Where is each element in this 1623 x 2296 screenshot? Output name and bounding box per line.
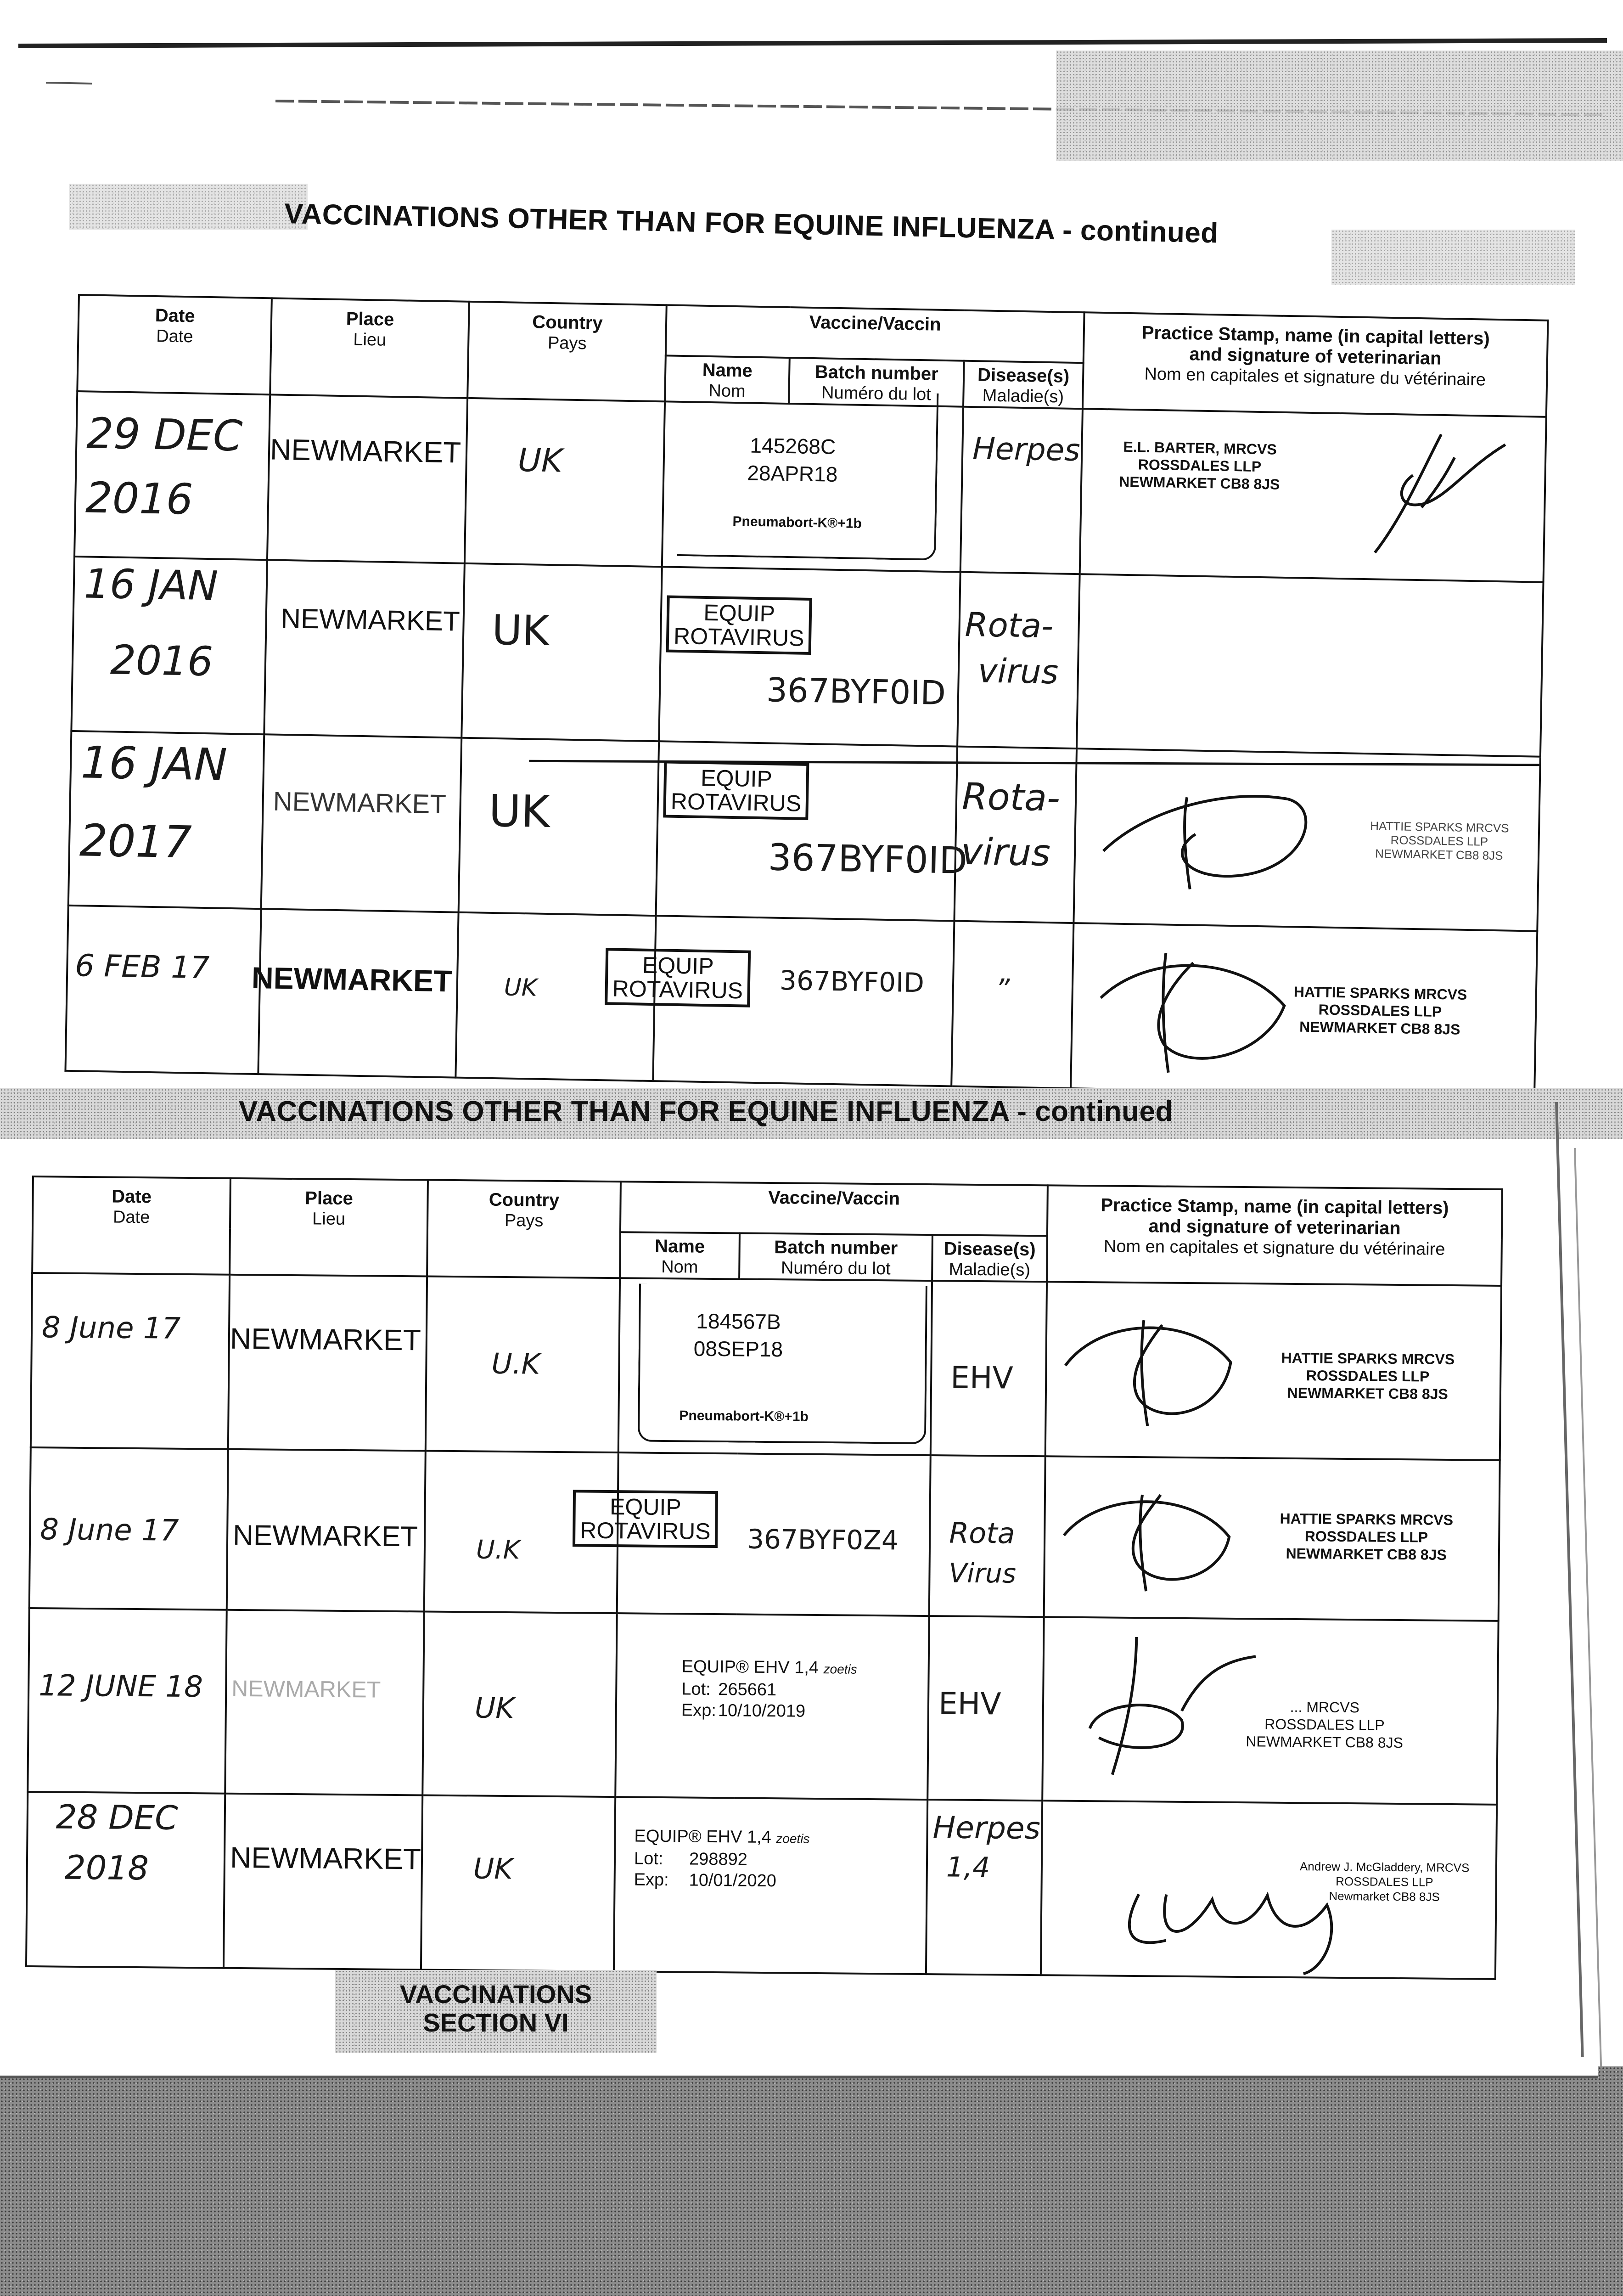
vet-stamp: HATTIE SPARKS MRCVS ROSSDALES LLP NEWMARKET CB8 8JS	[1280, 1510, 1454, 1563]
row-vet-stamp	[1041, 1801, 1497, 1979]
lot-number: 265661	[718, 1680, 777, 1700]
header-date: Date Date	[77, 295, 272, 394]
place-text: NEWMARKET	[273, 786, 447, 820]
expiry-date: 10/01/2020	[689, 1870, 777, 1891]
table-row	[29, 1447, 1500, 1621]
section2-banner: VACCINATIONS OTHER THAN FOR EQUINE INFLUENZA - continued	[239, 1096, 1173, 1127]
row-disease	[929, 1455, 1045, 1617]
product-name: Pneumabort-K®+1b	[679, 1408, 809, 1424]
expiry-date: 10/10/2019	[718, 1701, 806, 1721]
disease-text: Herpes	[932, 1810, 1041, 1846]
disease-text-2: Virus	[949, 1557, 1016, 1589]
row-date	[31, 1273, 230, 1449]
header-batch: Batch number Numéro du lot	[739, 1233, 932, 1281]
disease-text: ”	[995, 973, 1010, 1006]
row-disease	[931, 1281, 1047, 1456]
row-vet-stamp	[1044, 1456, 1500, 1621]
date-year: 2016	[110, 636, 213, 686]
section-tab-line2: SECTION VI	[423, 2008, 569, 2037]
expiry-date: 08SEP18	[693, 1336, 783, 1362]
country-text: UK	[473, 1851, 513, 1886]
place-text: NEWMARKET	[251, 960, 452, 998]
date-text: 12 JUNE 18	[38, 1669, 203, 1705]
row-country	[422, 1611, 617, 1797]
table-row	[26, 1792, 1497, 1979]
vet-stamp: HATTIE SPARKS MRCVS ROSSDALES LLP NEWMARKET CB8 8JS	[1281, 1349, 1455, 1402]
table-row	[31, 1273, 1501, 1460]
product-name: Pneumabort-K®+1b	[732, 513, 862, 531]
expiry-date: 28APR18	[747, 461, 838, 486]
vet-stamp: Andrew J. McGladdery, MRCVS ROSSDALES LLP Newmarket CB8 8JS	[1299, 1859, 1470, 1904]
vaccine-stamp: EQUIP ROTAVIRUS	[663, 760, 809, 820]
row-date	[29, 1447, 228, 1610]
date-text: 8 June 17	[39, 1513, 179, 1548]
table-row	[28, 1608, 1498, 1805]
section2-table	[25, 1176, 1503, 1980]
vet-signature	[1071, 1627, 1265, 1785]
vet-signature	[1054, 1471, 1267, 1610]
header-practice-stamp: Practice Stamp, name (in capital letters) and signature of veterinarian Nom en capitales et signature du vétérinaire	[1047, 1185, 1502, 1286]
page-bottom-edge	[0, 2057, 1598, 2078]
country-text: U.K	[476, 1535, 520, 1565]
date-text: 8 June 17	[41, 1311, 181, 1346]
strike-through-line	[65, 294, 1547, 1073]
batch-number: 367BYF0ID	[766, 670, 946, 713]
disease-text: Herpes	[972, 431, 1081, 468]
disease-text-2: virus	[977, 651, 1059, 692]
place-text: NEWMARKET	[281, 602, 461, 637]
section1-form	[65, 294, 1547, 1073]
batch-number: 367BYF0ID	[768, 836, 968, 882]
row-place	[228, 1275, 427, 1451]
date-text: 6 FEB 17	[74, 948, 210, 986]
place-text: NEWMARKET	[270, 433, 461, 469]
country-text: UK	[474, 1691, 515, 1725]
place-text: NEWMARKET	[232, 1519, 418, 1553]
vet-signature	[1056, 1296, 1268, 1436]
row-place	[225, 1610, 424, 1795]
section-tab-line1: VACCINATIONS	[400, 1980, 592, 2009]
country-text: U.K	[491, 1346, 540, 1381]
vet-stamp: HATTIE SPARKS MRCVS ROSSDALES LLP NEWMARKET CB8 8JS	[1370, 819, 1509, 863]
top-right-shadow	[1056, 51, 1623, 161]
disease-text: EHV	[938, 1686, 1001, 1722]
row-vaccine-label	[618, 1278, 932, 1455]
country-text: UK	[491, 606, 550, 656]
header-name: Name Nom	[620, 1232, 740, 1279]
product-name: EQUIP® EHV 1,4	[634, 1826, 771, 1847]
row-vaccine-stamp	[580, 1452, 931, 1616]
country-text: UK	[504, 974, 538, 1002]
disease-text: Rota-	[964, 605, 1054, 646]
top-left-shade	[69, 184, 308, 230]
vaccine-stamp: EQUIP ROTAVIRUS	[573, 1490, 718, 1548]
disease-text-2: virus	[960, 830, 1051, 875]
batch-number: 367BYF0Z4	[747, 1523, 899, 1556]
row-disease	[926, 1800, 1042, 1975]
header-vaccine: Vaccine/Vaccin	[620, 1182, 1048, 1236]
batch-number: 367BYF0ID	[779, 964, 925, 999]
top-scan-edge	[0, 0, 1623, 165]
product-label: EQUIP® EHV 1,4 zoetis Lot: 265661 Exp:10/10/2019	[681, 1657, 857, 1721]
country-text: UK	[488, 785, 550, 838]
country-text: UK	[517, 441, 563, 480]
header-place: Place Lieu	[270, 298, 469, 398]
row-vet-stamp	[1045, 1282, 1501, 1460]
header-vaccine: Vaccine/Vaccin	[666, 305, 1084, 363]
header-country: Country Pays	[427, 1180, 621, 1278]
brand-name: zoetis	[823, 1662, 857, 1677]
vet-stamp: ... MRCVS ROSSDALES LLP NEWMARKET CB8 8JS	[1246, 1698, 1404, 1751]
page-edge	[1529, 1102, 1623, 2135]
bottom-scan-background	[0, 2066, 1623, 2296]
section2-form	[25, 1176, 1501, 1978]
header-disease: Disease(s) Maladie(s)	[932, 1235, 1047, 1282]
vaccine-stamp: EQUIP ROTAVIRUS	[605, 948, 751, 1007]
place-text: NEWMARKET	[231, 1675, 381, 1703]
vet-stamp: HATTIE SPARKS MRCVS ROSSDALES LLP NEWMARKET CB8 8JS	[1293, 983, 1467, 1038]
disease-text-2: 1,4	[946, 1851, 990, 1884]
header-place: Place Lieu	[230, 1178, 428, 1277]
date-text: 16 JAN	[84, 560, 219, 610]
row-country	[421, 1795, 615, 1971]
date-text: 29 DEC 2016	[85, 409, 243, 524]
vet-stamp: E.L. BARTER, MRCVS ROSSDALES LLP NEWMARKET CB8 8JS	[1118, 438, 1280, 493]
row-place	[224, 1794, 422, 1970]
place-text: NEWMARKET	[230, 1322, 421, 1357]
disease-text: EHV	[950, 1360, 1014, 1396]
date-year: 2018	[64, 1848, 149, 1888]
header-name: Name Nom	[665, 355, 790, 404]
brand-name: zoetis	[776, 1831, 810, 1846]
batch-number: 145268C	[750, 433, 836, 459]
date-year: 2017	[79, 815, 192, 868]
section-tab	[335, 1970, 657, 2053]
row-vet-stamp	[1042, 1617, 1498, 1805]
disease-text: Rota	[949, 1516, 1015, 1550]
row-vaccine-label	[615, 1613, 929, 1800]
row-date	[26, 1792, 225, 1968]
row-country	[426, 1277, 620, 1453]
product-name: EQUIP® EHV 1,4	[681, 1657, 819, 1677]
date-text: 16 JAN	[80, 737, 228, 791]
row-place	[227, 1449, 426, 1612]
place-text: NEWMARKET	[230, 1840, 421, 1876]
header-batch: Batch number Numéro du lot	[789, 358, 964, 407]
section1-banner: VACCINATIONS OTHER THAN FOR EQUINE INFLUENZA - continued	[284, 197, 1219, 249]
batch-number: 184567B	[696, 1309, 781, 1334]
product-label: EQUIP® EHV 1,4 zoetis Lot: 298892 Exp: 10/01/2020	[634, 1826, 810, 1891]
row-vaccine-label	[614, 1797, 927, 1974]
header-date: Date Date	[32, 1176, 230, 1275]
top-right-shade	[1331, 230, 1575, 285]
header-disease: Disease(s) Maladie(s)	[963, 361, 1084, 409]
row-date	[28, 1608, 226, 1794]
disease-text: Rota-	[961, 775, 1061, 820]
lot-number: 298892	[689, 1849, 748, 1869]
row-disease	[927, 1616, 1044, 1801]
date-text: 28 DEC	[56, 1797, 178, 1837]
vaccine-stamp: EQUIP ROTAVIRUS	[666, 595, 812, 655]
header-country: Country Pays	[467, 302, 667, 401]
header-practice-stamp: Practice Stamp, name (in capital letters) and signature of veterinarian Nom en capitales et signature du vétérinaire	[1083, 312, 1548, 417]
